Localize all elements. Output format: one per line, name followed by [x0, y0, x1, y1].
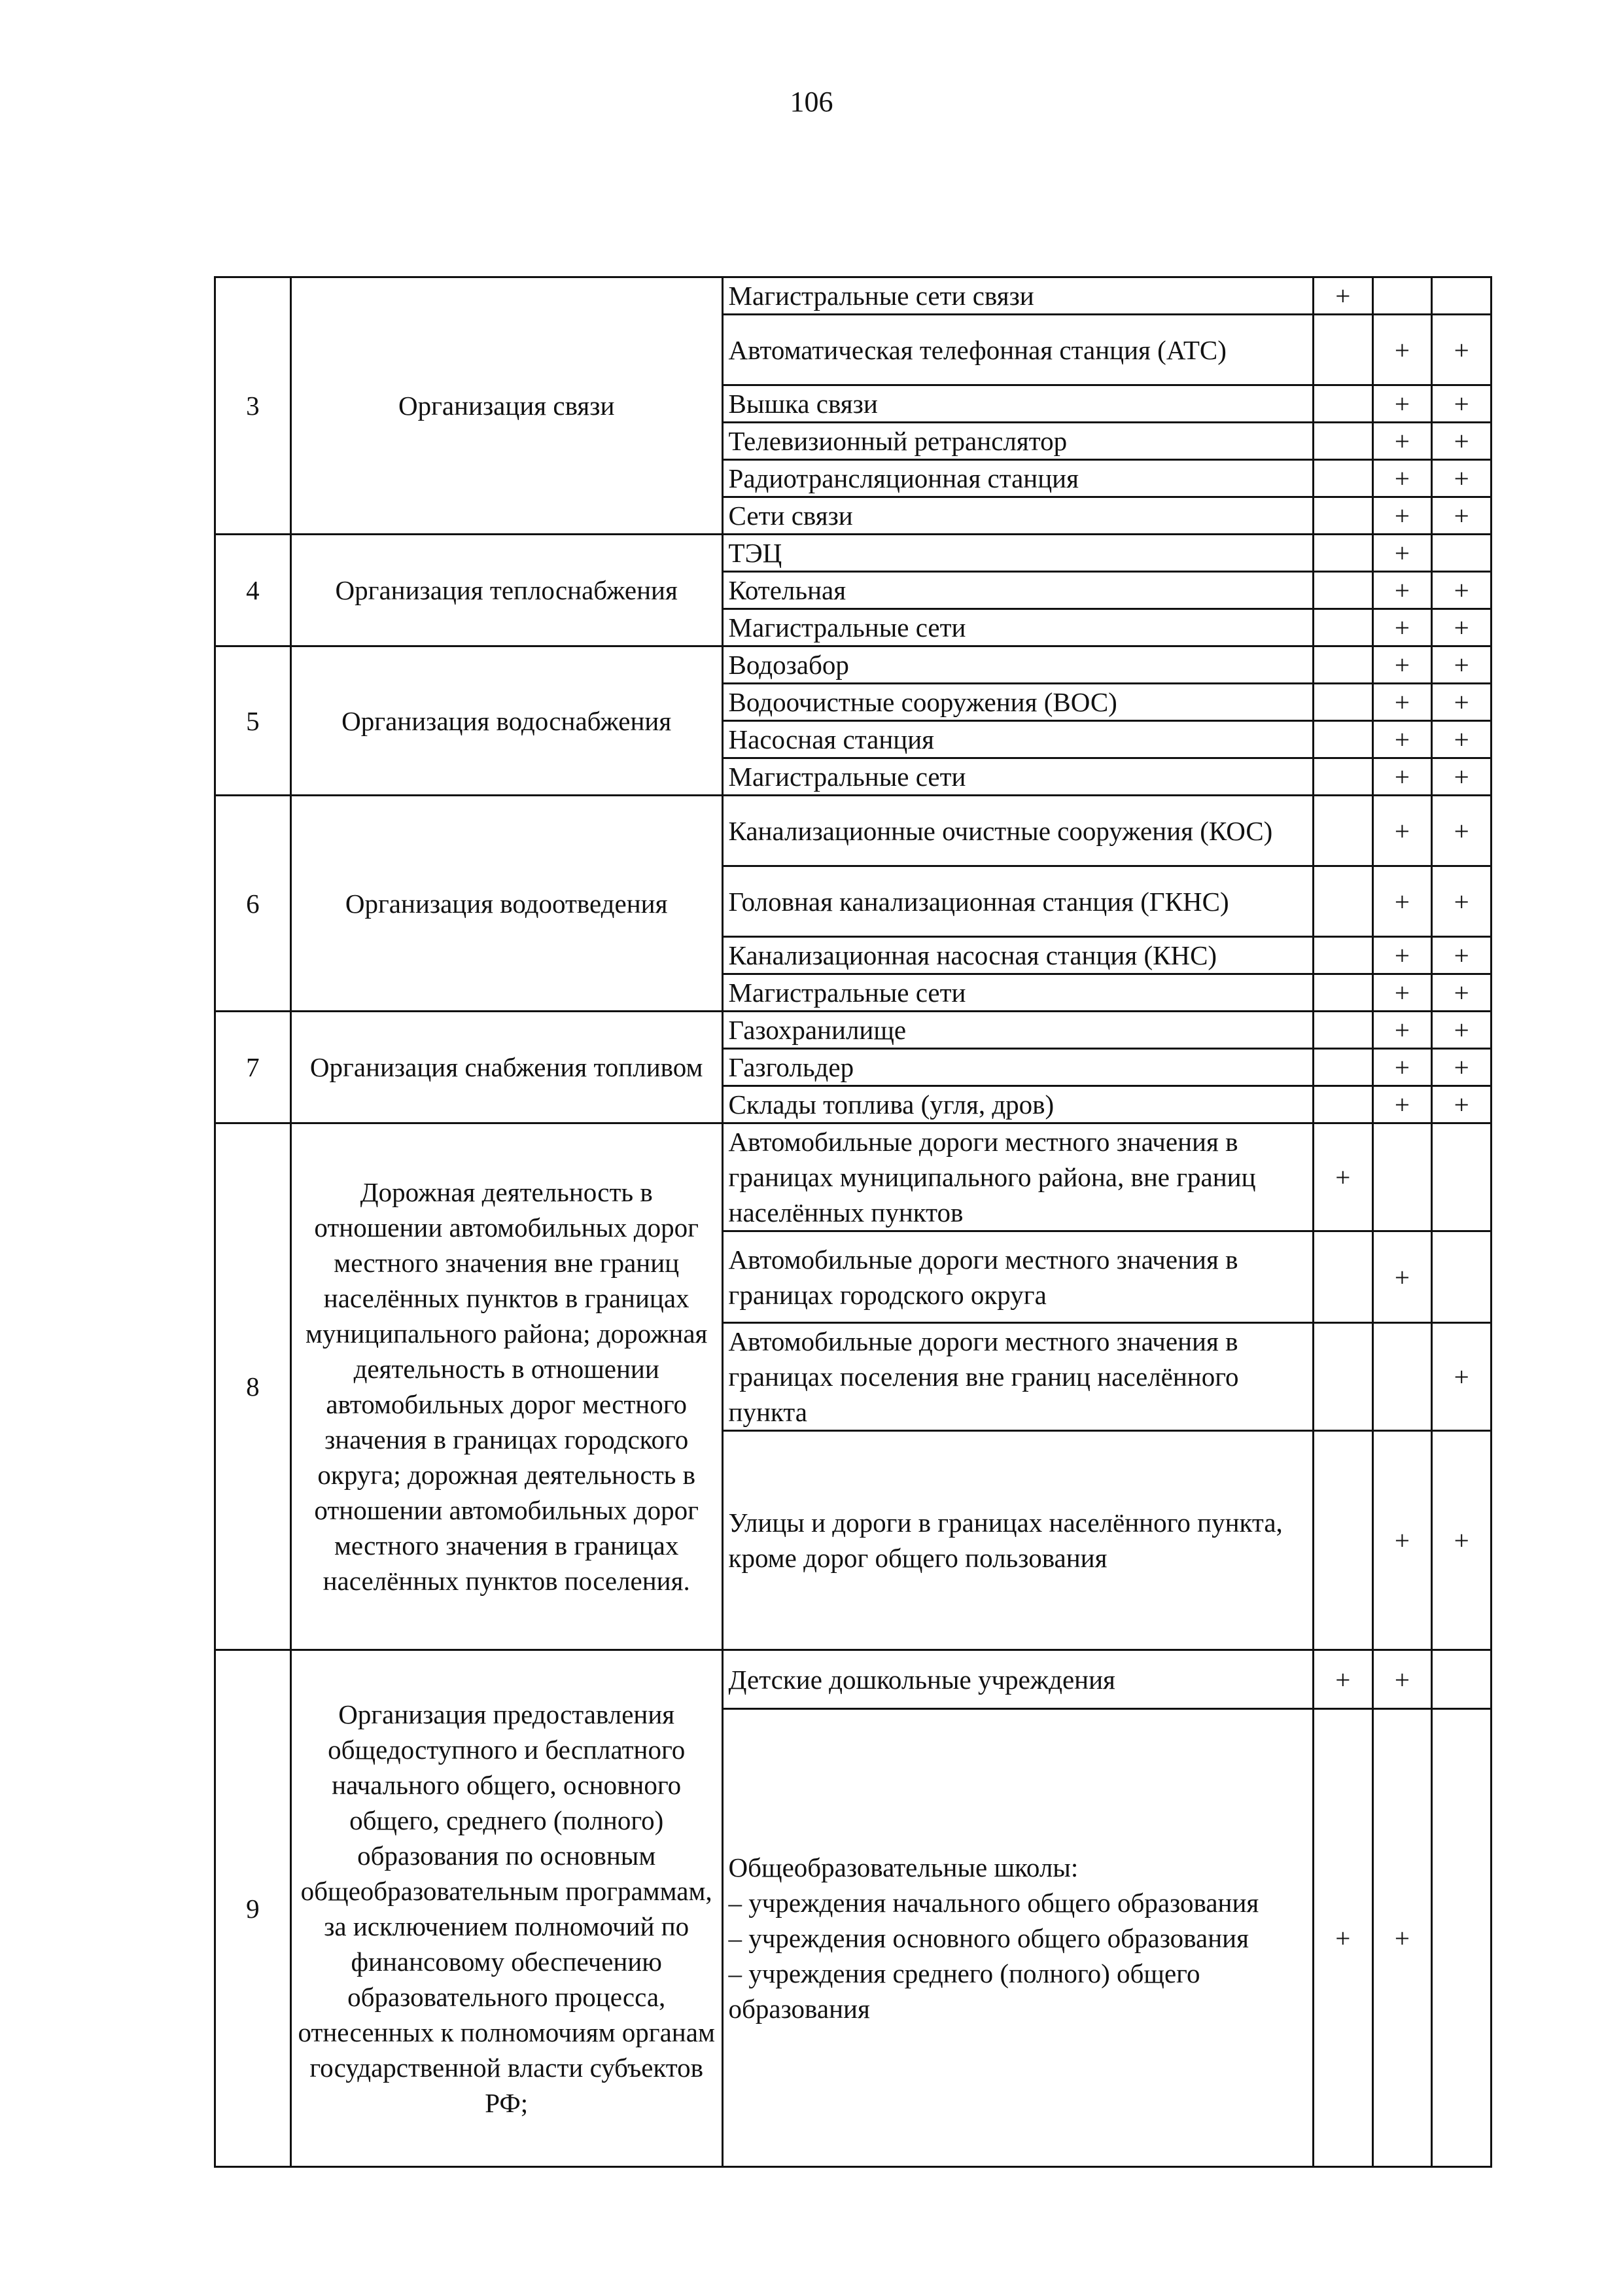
object-name: Вышка связи [722, 385, 1313, 423]
mark-col1 [1314, 1086, 1373, 1123]
table-row [215, 1650, 1492, 1709]
mark-col1: + [1314, 277, 1373, 315]
mark-col3: + [1432, 315, 1492, 385]
mark-col3: + [1432, 1012, 1492, 1049]
table-row [215, 796, 1492, 866]
mark-col3: + [1432, 609, 1492, 646]
object-name: Детские дошкольные учреждения [722, 1650, 1313, 1709]
mark-col3 [1432, 1650, 1492, 1709]
mark-col2: + [1372, 1012, 1432, 1049]
object-name: Телевизионный ретранслятор [722, 423, 1313, 460]
section-number: 4 [215, 535, 291, 646]
mark-col1 [1314, 937, 1373, 974]
mark-col3 [1432, 1231, 1492, 1323]
mark-col1 [1314, 1323, 1373, 1431]
mark-col2: + [1372, 1709, 1432, 2167]
section-number: 7 [215, 1012, 291, 1123]
object-name: Автоматическая телефонная станция (АТС) [722, 315, 1313, 385]
object-name: Головная канализационная станция (ГКНС) [722, 866, 1313, 937]
mark-col1 [1314, 460, 1373, 497]
object-name: Водозабор [722, 646, 1313, 684]
mark-col2 [1372, 1123, 1432, 1231]
mark-col1 [1314, 1231, 1373, 1323]
mark-col3: + [1432, 721, 1492, 758]
table-row [215, 646, 1492, 684]
mark-col1 [1314, 758, 1373, 796]
section-number: 8 [215, 1123, 291, 1650]
mark-col1 [1314, 1049, 1373, 1086]
section-name: Организация предоставления общедоступного и бесплатного начального общего, основного общего, среднего (полного) образования по основным общеобразовательным программам, за исключением полномочий по финансовому обеспечению образовательного процесса, отнесенных к полномочиям органам государственной власти субъектов РФ; [290, 1650, 722, 2167]
object-name: Склады топлива (угля, дров) [722, 1086, 1313, 1123]
mark-col2: + [1372, 1086, 1432, 1123]
object-name: Улицы и дороги в границах населённого пункта, кроме дорог общего пользования [722, 1431, 1313, 1650]
mark-col2: + [1372, 1650, 1432, 1709]
mark-col2: + [1372, 684, 1432, 721]
mark-col3: + [1432, 758, 1492, 796]
table-row [215, 277, 1492, 315]
mark-col2: + [1372, 460, 1432, 497]
mark-col2: + [1372, 315, 1432, 385]
mark-col1 [1314, 385, 1373, 423]
mark-col2: + [1372, 609, 1432, 646]
mark-col2: + [1372, 937, 1432, 974]
page-number: 106 [790, 86, 833, 118]
object-name: Радиотрансляционная станция [722, 460, 1313, 497]
mark-col2 [1372, 277, 1432, 315]
mark-col3 [1432, 535, 1492, 572]
mark-col3 [1432, 1123, 1492, 1231]
mark-col3: + [1432, 423, 1492, 460]
object-name: Сети связи [722, 497, 1313, 535]
object-name: Автомобильные дороги местного значения в границах городского округа [722, 1231, 1313, 1323]
table-row [215, 535, 1492, 572]
mark-col2: + [1372, 866, 1432, 937]
mark-col3: + [1432, 796, 1492, 866]
mark-col3: + [1432, 497, 1492, 535]
object-name: Автомобильные дороги местного значения в границах поселения вне границ населённого пункта [722, 1323, 1313, 1431]
mark-col1 [1314, 684, 1373, 721]
mark-col3: + [1432, 572, 1492, 609]
mark-col1: + [1314, 1123, 1373, 1231]
mark-col3: + [1432, 684, 1492, 721]
section-number: 5 [215, 646, 291, 796]
section-number: 6 [215, 796, 291, 1012]
section-name: Организация снабжения топливом [290, 1012, 722, 1123]
mark-col1 [1314, 646, 1373, 684]
mark-col1 [1314, 974, 1373, 1012]
object-name: Магистральные сети [722, 974, 1313, 1012]
section-name: Организация связи [290, 277, 722, 535]
mark-col2: + [1372, 1431, 1432, 1650]
mark-col1 [1314, 315, 1373, 385]
object-name: Магистральные сети [722, 609, 1313, 646]
mark-col2: + [1372, 758, 1432, 796]
object-name: Канализационная насосная станция (КНС) [722, 937, 1313, 974]
mark-col3 [1432, 277, 1492, 315]
mark-col2: + [1372, 497, 1432, 535]
object-name: Котельная [722, 572, 1313, 609]
competencies-table [214, 276, 1492, 2168]
object-name: Насосная станция [722, 721, 1313, 758]
mark-col3: + [1432, 385, 1492, 423]
mark-col2: + [1372, 1049, 1432, 1086]
mark-col3: + [1432, 1431, 1492, 1650]
mark-col2: + [1372, 974, 1432, 1012]
mark-col2: + [1372, 1231, 1432, 1323]
section-name: Организация водоснабжения [290, 646, 722, 796]
object-name: Общеобразовательные школы: – учреждения начального общего образования – учреждения основного общего образования – учреждения среднего (полного) общего образования [722, 1709, 1313, 2167]
mark-col1 [1314, 1431, 1373, 1650]
object-name: Газгольдер [722, 1049, 1313, 1086]
section-name: Дорожная деятельность в отношении автомобильных дорог местного значения вне границ населённых пунктов в границах муниципального района; дорожная деятельность в отношении автомобильных дорог местного значения в границах городского округа; дорожная деятельность в отношении автомобильных дорог местного значения в границах населённых пунктов поселения. [290, 1123, 722, 1650]
mark-col3: + [1432, 460, 1492, 497]
mark-col2: + [1372, 423, 1432, 460]
object-name: Автомобильные дороги местного значения в границах муниципального района, вне границ населённых пунктов [722, 1123, 1313, 1231]
mark-col1 [1314, 1012, 1373, 1049]
mark-col3: + [1432, 1049, 1492, 1086]
object-name: Водоочистные сооружения (ВОС) [722, 684, 1313, 721]
mark-col1 [1314, 796, 1373, 866]
mark-col1 [1314, 609, 1373, 646]
mark-col3: + [1432, 646, 1492, 684]
mark-col1 [1314, 721, 1373, 758]
mark-col3: + [1432, 937, 1492, 974]
mark-col3: + [1432, 866, 1492, 937]
mark-col1 [1314, 497, 1373, 535]
mark-col2: + [1372, 535, 1432, 572]
mark-col2: + [1372, 721, 1432, 758]
mark-col3: + [1432, 1086, 1492, 1123]
object-name: Газохранилище [722, 1012, 1313, 1049]
mark-col2: + [1372, 572, 1432, 609]
mark-col3: + [1432, 1323, 1492, 1431]
object-name: ТЭЦ [722, 535, 1313, 572]
object-name: Магистральные сети связи [722, 277, 1313, 315]
mark-col2 [1372, 1323, 1432, 1431]
mark-col1 [1314, 423, 1373, 460]
mark-col1: + [1314, 1709, 1373, 2167]
mark-col1 [1314, 572, 1373, 609]
mark-col1: + [1314, 1650, 1373, 1709]
section-number: 3 [215, 277, 291, 535]
mark-col2: + [1372, 646, 1432, 684]
table-row [215, 1012, 1492, 1049]
object-name: Канализационные очистные сооружения (КОС) [722, 796, 1313, 866]
object-name: Магистральные сети [722, 758, 1313, 796]
mark-col1 [1314, 866, 1373, 937]
mark-col3 [1432, 1709, 1492, 2167]
table-row [215, 1123, 1492, 1231]
section-name: Организация водоотведения [290, 796, 722, 1012]
section-name: Организация теплоснабжения [290, 535, 722, 646]
mark-col1 [1314, 535, 1373, 572]
mark-col2: + [1372, 385, 1432, 423]
mark-col2: + [1372, 796, 1432, 866]
mark-col3: + [1432, 974, 1492, 1012]
section-number: 9 [215, 1650, 291, 2167]
